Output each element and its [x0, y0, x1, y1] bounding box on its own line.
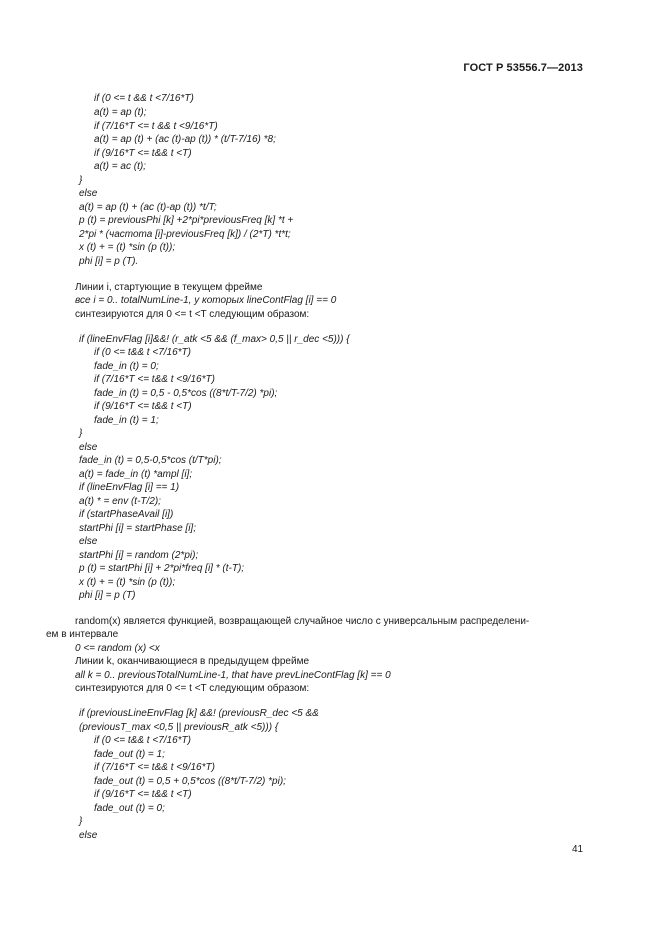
code-line: a(t) = ap (t) + (ac (t)-ap (t)) *t/T;: [79, 202, 217, 213]
code-line: fade_out (t) = 0;: [94, 803, 165, 814]
code-line: if (previousLineEnvFlag [k] &&! (previousR_dec <5 &&: [79, 708, 319, 719]
code-line: a(t) = ap (t) + (ac (t)-ap (t)) * (t/T-7/16) *8;: [94, 134, 276, 145]
code-line: if (lineEnvFlag [i] == 1): [79, 482, 180, 493]
code-line: fade_out (t) = 0,5 + 0,5*cos ((8*t/T-7/2) *pi);: [94, 776, 286, 787]
text-line: Линии k, оканчивающиеся в предыдущем фрейме: [75, 656, 310, 667]
code-line: if (7/16*T <= t && t <9/16*T): [94, 121, 218, 132]
code-line: else: [79, 830, 98, 841]
text-line: Линии i, стартующие в текущем фрейме: [75, 282, 263, 293]
code-line: x (t) + = (t) *sin (p (t));: [79, 242, 176, 253]
code-line: if (0 <= t&& t <7/16*T): [94, 347, 191, 358]
code-line: p (t) = startPhi [i] + 2*pi*freq [i] * (t-T);: [79, 563, 245, 574]
text-line: синтезируются для 0 <= t <T следующим образом:: [75, 683, 310, 694]
code-line: все i = 0.. totalNumLine-1, у которых lineContFlag [i] == 0: [75, 295, 337, 306]
code-line: if (startPhaseAvail [i]): [79, 509, 174, 520]
code-line: if (9/16*T <= t&& t <T): [94, 789, 192, 800]
code-line: else: [79, 442, 98, 453]
code-line: if (0 <= t && t <7/16*T): [94, 93, 194, 104]
code-line: a(t) = ac (t);: [94, 161, 146, 172]
code-line: a(t) = ap (t);: [94, 107, 147, 118]
code-line: }: [79, 175, 83, 186]
code-line: if (9/16*T <= t&& t <T): [94, 148, 192, 159]
code-line: a(t) * = env (t-T/2);: [79, 496, 161, 507]
code-line: }: [79, 428, 83, 439]
code-line: 2*pi * (частота [i]-previousFreq [k]) / (2*T) *t*t;: [79, 229, 291, 240]
code-line: if (0 <= t&& t <7/16*T): [94, 735, 191, 746]
code-line: if (9/16*T <= t&& t <T): [94, 401, 192, 412]
code-line: fade_in (t) = 0;: [94, 361, 159, 372]
code-line: fade_in (t) = 0,5-0,5*cos (t/T*pi);: [79, 455, 222, 466]
document-header: ГОСТ Р 53556.7—2013: [463, 62, 583, 74]
page-number: 41: [572, 844, 584, 855]
code-line: }: [79, 816, 83, 827]
code-line: fade_in (t) = 1;: [94, 415, 159, 426]
code-line: a(t) = fade_in (t) *ampl [i];: [79, 469, 193, 480]
code-line: else: [79, 188, 98, 199]
code-line: if (7/16*T <= t&& t <9/16*T): [94, 762, 215, 773]
text-line: random(x) является функцией, возвращающей случайное число с универсальным распределени-: [75, 616, 530, 627]
code-line: startPhi [i] = startPhase [i];: [79, 523, 196, 534]
code-line: if (7/16*T <= t&& t <9/16*T): [94, 374, 215, 385]
code-line: phi [i] = p (T): [79, 590, 136, 601]
text-line: синтезируются для 0 <= t <T следующим образом:: [75, 309, 310, 320]
code-line: 0 <= random (x) <x: [75, 643, 160, 654]
code-line: fade_in (t) = 0,5 - 0,5*cos ((8*t/T-7/2) *pi);: [94, 388, 278, 399]
code-line: startPhi [i] = random (2*pi);: [79, 550, 199, 561]
code-line: fade_out (t) = 1;: [94, 749, 165, 760]
text-line: ем в интервале: [46, 629, 119, 640]
code-line: x (t) + = (t) *sin (p (t));: [79, 577, 176, 588]
code-line: (previousT_max <0,5 || previousR_atk <5))) {: [79, 722, 279, 733]
code-line: if (lineEnvFlag [i]&&! (r_atk <5 && (f_max> 0,5 || r_dec <5))) {: [79, 334, 350, 345]
code-line: p (t) = previousPhi [k] +2*pi*previousFreq [k] *t +: [79, 215, 294, 226]
code-line: phi [i] = p (T).: [79, 256, 139, 267]
code-line: all k = 0.. previousTotalNumLine-1, that have prevLineContFlag [k] == 0: [75, 670, 391, 681]
code-line: else: [79, 536, 98, 547]
